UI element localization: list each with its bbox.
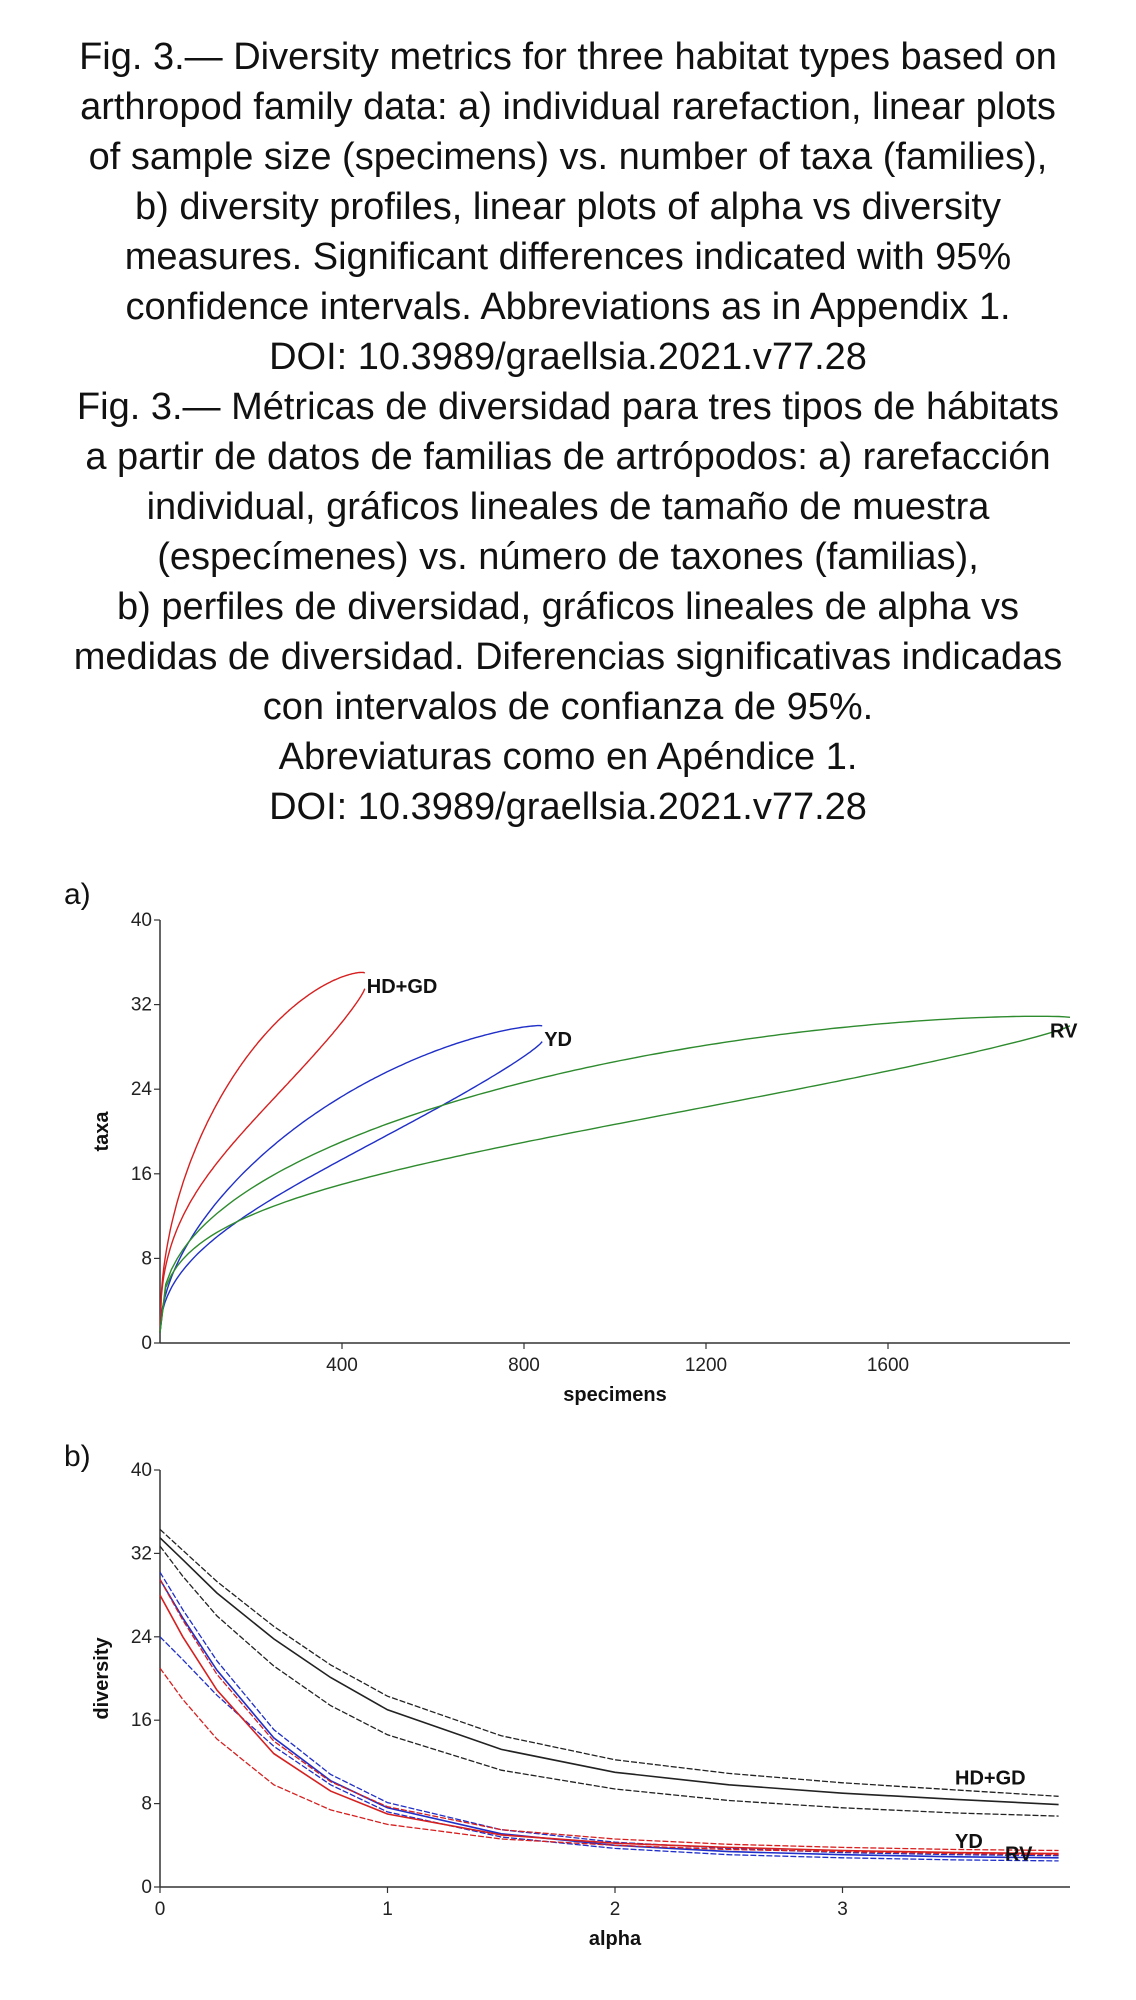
rarefaction-upper-ci-YD (160, 1026, 542, 1333)
series-label-HD+GD: HD+GD (366, 975, 438, 998)
y-tick-label: 24 (130, 1626, 152, 1648)
y-tick-label: 16 (130, 1163, 152, 1185)
x-tick-label: 400 (326, 1355, 358, 1376)
y-axis-title: diversity (91, 1637, 113, 1720)
caption-spanish (0, 382, 1136, 832)
x-tick-label: 0 (154, 1899, 166, 1920)
rarefaction-upper-ci-HD+GD (160, 972, 365, 1332)
series-label-RV: RV (1005, 1843, 1033, 1866)
series-label-RV: RV (1050, 1020, 1078, 1043)
rarefaction-lower-ci-RV (160, 1026, 1070, 1333)
x-tick-label: 800 (508, 1355, 540, 1376)
caption-line: b) diversity profiles, linear plots of alpha vs diversity (135, 186, 1001, 228)
x-axis-title: specimens (563, 1384, 667, 1406)
rarefaction-lower-ci-YD (160, 1042, 542, 1333)
profile-line-RV (160, 1595, 1059, 1854)
series-label-HD+GD: HD+GD (955, 1767, 1026, 1790)
x-tick-label: 1600 (866, 1355, 910, 1376)
caption-line: arthropod family data: a) individual rarefaction, linear plots (80, 86, 1056, 128)
y-tick-label: 32 (130, 994, 152, 1016)
profile-line-YD (160, 1580, 1059, 1858)
y-tick-label: 8 (141, 1248, 152, 1270)
x-tick-label: 1 (382, 1899, 393, 1920)
caption-line: con intervalos de confianza de 95%. (262, 686, 874, 728)
panel-label-b: b) (64, 1440, 91, 1473)
caption-english (0, 32, 1136, 382)
caption-line: measures. Significant differences indicated with 95% (124, 236, 1012, 278)
profile-lower-ci-HD+GD (160, 1546, 1059, 1816)
caption-line: individual, gráficos lineales de tamaño de muestra (146, 486, 990, 528)
profile-lower-ci-YD (160, 1637, 1059, 1861)
profile-lower-ci-RV (160, 1668, 1059, 1855)
caption-line: Fig. 3.— Diversity metrics for three habitat types based on (79, 36, 1057, 78)
caption-line: a partir de datos de familias de artrópodos: a) rarefacción (85, 436, 1051, 478)
caption-line: (especímenes) vs. número de taxones (familias), (157, 536, 979, 578)
caption-doi: DOI: 10.3989/graellsia.2021.v77.28 (269, 336, 867, 378)
diversity-profile-chart (0, 1440, 1136, 2000)
x-axis-title: alpha (588, 1928, 642, 1950)
x-tick-label: 1200 (684, 1355, 728, 1376)
y-tick-label: 40 (130, 910, 152, 931)
y-tick-label: 40 (130, 1460, 152, 1481)
rarefaction-chart (0, 880, 1136, 1440)
y-tick-label: 16 (130, 1710, 152, 1732)
y-tick-label: 24 (130, 1079, 152, 1101)
x-tick-label: 2 (609, 1899, 621, 1920)
series-label-YD: YD (955, 1831, 983, 1854)
caption-line: confidence intervals. Abbreviations as in Appendix 1. (125, 286, 1011, 328)
y-axis-title: taxa (91, 1111, 113, 1152)
profile-line-HD+GD (160, 1538, 1059, 1805)
caption-doi: DOI: 10.3989/graellsia.2021.v77.28 (269, 786, 867, 828)
y-tick-label: 32 (130, 1543, 152, 1565)
caption-line: Abreviaturas como en Apéndice 1. (278, 736, 858, 778)
caption-line: b) perfiles de diversidad, gráficos lineales de alpha vs (117, 586, 1019, 628)
series-label-YD: YD (544, 1028, 572, 1051)
panel-label-a: a) (64, 878, 91, 911)
y-tick-label: 0 (141, 1333, 152, 1354)
caption-line: of sample size (specimens) vs. number of taxa (families), (88, 136, 1048, 178)
profile-upper-ci-YD (160, 1572, 1059, 1856)
caption-line: Fig. 3.— Métricas de diversidad para tres tipos de hábitats (76, 386, 1060, 428)
x-tick-label: 3 (837, 1899, 848, 1920)
y-tick-label: 0 (141, 1877, 152, 1898)
rarefaction-upper-ci-RV (160, 1016, 1070, 1332)
caption-line: medidas de diversidad. Diferencias significativas indicadas (73, 636, 1063, 678)
y-tick-label: 8 (141, 1793, 152, 1815)
profile-upper-ci-RV (160, 1580, 1059, 1854)
